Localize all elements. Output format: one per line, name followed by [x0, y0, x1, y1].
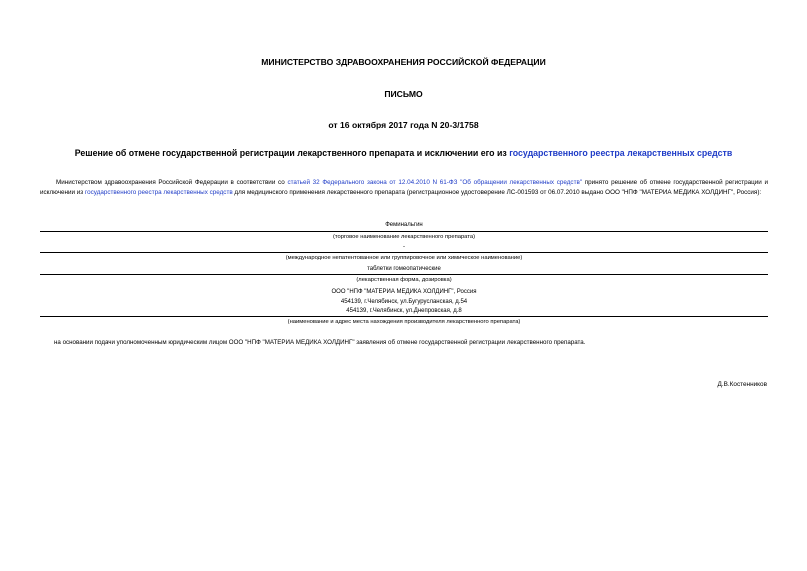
divider-line [40, 274, 768, 275]
divider-line [40, 316, 768, 317]
registry-link-body[interactable]: государственного реестра лекарственных средств [84, 189, 233, 196]
ministry-heading: МИНИСТЕРСТВО ЗДРАВООХРАНЕНИЯ РОССИЙСКОЙ ФЕДЕРАЦИИ [261, 57, 546, 67]
registry-link[interactable]: государственного реестра лекарственных средств [509, 148, 733, 158]
basis-statement: на основании подачи уполномоченным юридическим лицом ООО "НПФ "МАТЕРИА МЕДИКА ХОЛДИНГ" заявления об отмене государственной регистрации лекарственного препарата. [54, 339, 586, 346]
document-type: ПИСЬМО [384, 89, 423, 99]
law-article-link[interactable]: статьей 32 Федерального закона от 12.04.2010 N 61-ФЗ "Об обращении лекарственных средств" [287, 179, 583, 186]
trade-name-caption: (торговое наименование лекарственного препарата) [332, 234, 476, 240]
dosage-form-caption: (лекарственная форма, дозировка) [356, 277, 452, 283]
divider-line [40, 252, 768, 253]
trade-name: Феминальгин [385, 222, 423, 228]
document-title [0, 148, 807, 158]
inn-caption: (международное непатентованное или группировочное или химическое наименование) [285, 255, 523, 261]
divider-line [40, 231, 768, 232]
body-text-2: принято решение об отмене государственной регистрации и исключении из [40, 179, 769, 196]
title-text: Решение об отмене государственной регистрации лекарственного препарата и исключении его из [74, 148, 510, 158]
dosage-form: таблетки гомеопатические [367, 266, 441, 272]
manufacturer-name: ООО "НПФ "МАТЕРИА МЕДИКА ХОЛДИНГ", Россия [331, 289, 477, 295]
manufacturer-address-2: 454139, г.Челябинск, ул.Днепровская, д.8 [346, 308, 462, 314]
body-text-1: Министерством здравоохранения Российской Федерации в соответствии со [56, 179, 288, 186]
manufacturer-caption: (наименование и адрес места нахождения производителя лекарственного препарата) [287, 319, 521, 325]
inn-value: - [403, 244, 405, 250]
document-date-number: от 16 октября 2017 года N 20-3/1758 [328, 120, 479, 130]
signature: Д.В.Костенников [717, 381, 767, 388]
body-text-3: для медицинского применения лекарственного препарата (регистрационное удостоверение ЛС-001593 от 06.07.2010 выдано ООО "НПФ "МАТЕРИА МЕДИКА ХОЛДИНГ", Россия): [232, 189, 762, 196]
body-paragraph [40, 178, 768, 198]
manufacturer-address-1: 454139, г.Челябинск, ул.Бугурусланская, д.54 [340, 299, 468, 305]
